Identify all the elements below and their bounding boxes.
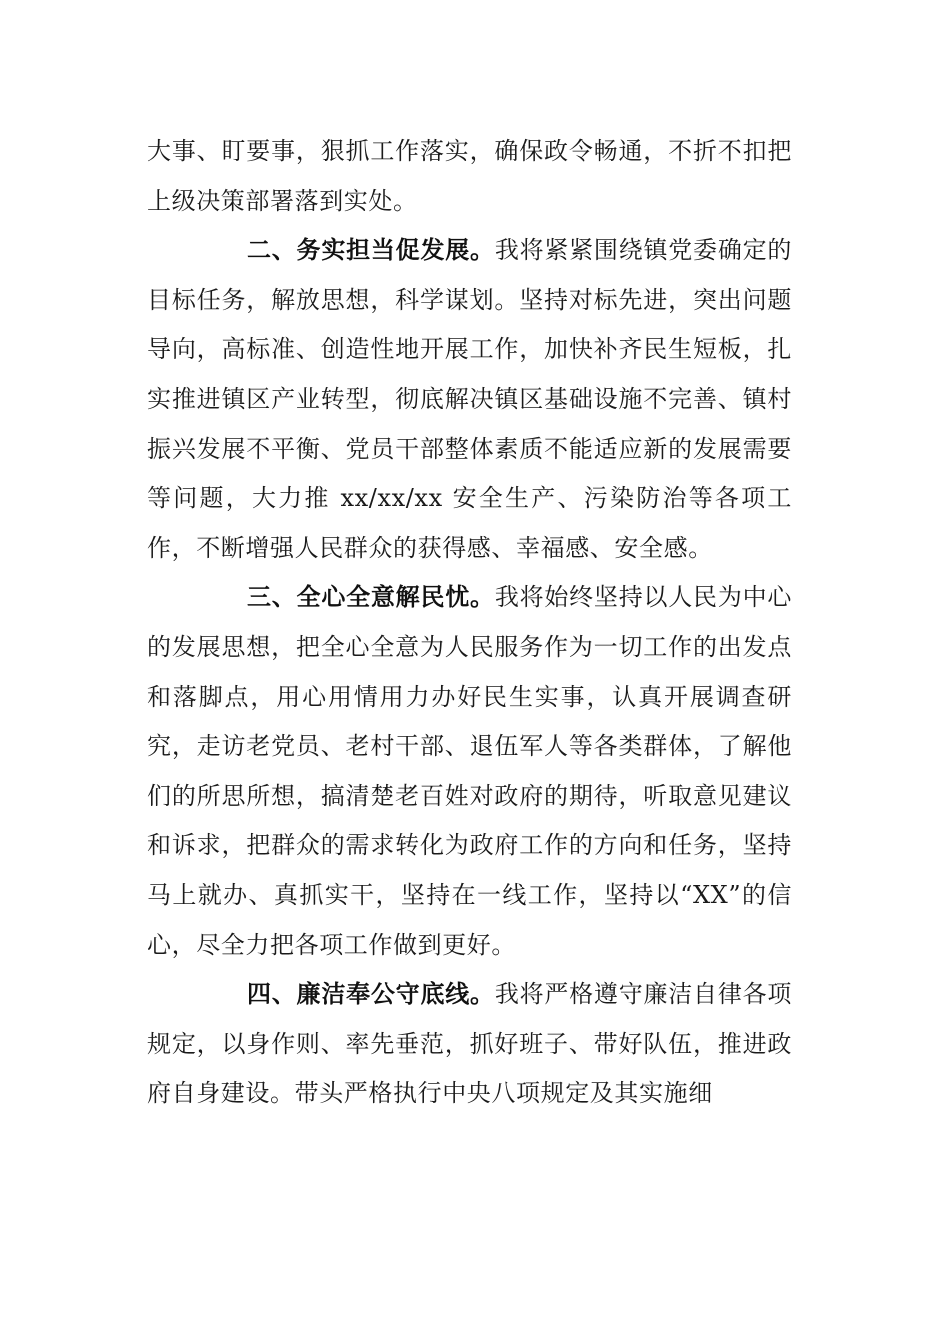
paragraph-body: 我将始终坚持以人民为中心的发展思想，把全心全意为人民服务作为一切工作的出发点和落脚点，用心用情用力办好民生实事，认真开展调查研究，走访老党员、老村干部、退伍军人等各类群体，了解他们的所思所想，搞清楚老百姓对政府的期待，听取意见建议和诉求，把群众的需求转化为政府工作的方向和任务，坚持马上就办、真抓实干，坚持在一线工作，坚持以“XX”的信心，尽全力把各项工作做到更好。 [147, 583, 793, 959]
paragraph-section-4 [147, 970, 792, 1119]
paragraph-body: 我将紧紧围绕镇党委确定的目标任务，解放思想，科学谋划。坚持对标先进，突出问题导向，高标准、创造性地开展工作，加快补齐民生短板，扎实推进镇区产业转型，彻底解决镇区基础设施不完善、镇村振兴发展不平衡、党员干部整体素质不能适应新的发展需要等问题，大力推 xx/xx/xx 安全生产、污染防治等各项工作，不断增强人民群众的获得感、幸福感、安全感。 [147, 236, 793, 562]
section-heading: 二、务实担当促发展。 [247, 236, 495, 265]
document-body [147, 127, 792, 1119]
paragraph-body: 我将严格遵守廉洁自律各项规定，以身作则、率先垂范，抓好班子、带好队伍，推进政府自身建设。带头严格执行中央八项规定及其实施细 [147, 980, 793, 1108]
paragraph-section-2 [147, 226, 792, 573]
paragraph-section-3 [147, 573, 792, 970]
section-heading: 三、全心全意解民忧。 [247, 583, 495, 612]
paragraph-continuation [147, 127, 792, 226]
section-heading: 四、廉洁奉公守底线。 [247, 980, 495, 1009]
paragraph-body: 大事、盯要事，狠抓工作落实，确保政令畅通，不折不扣把上级决策部署落到实处。 [147, 137, 792, 215]
